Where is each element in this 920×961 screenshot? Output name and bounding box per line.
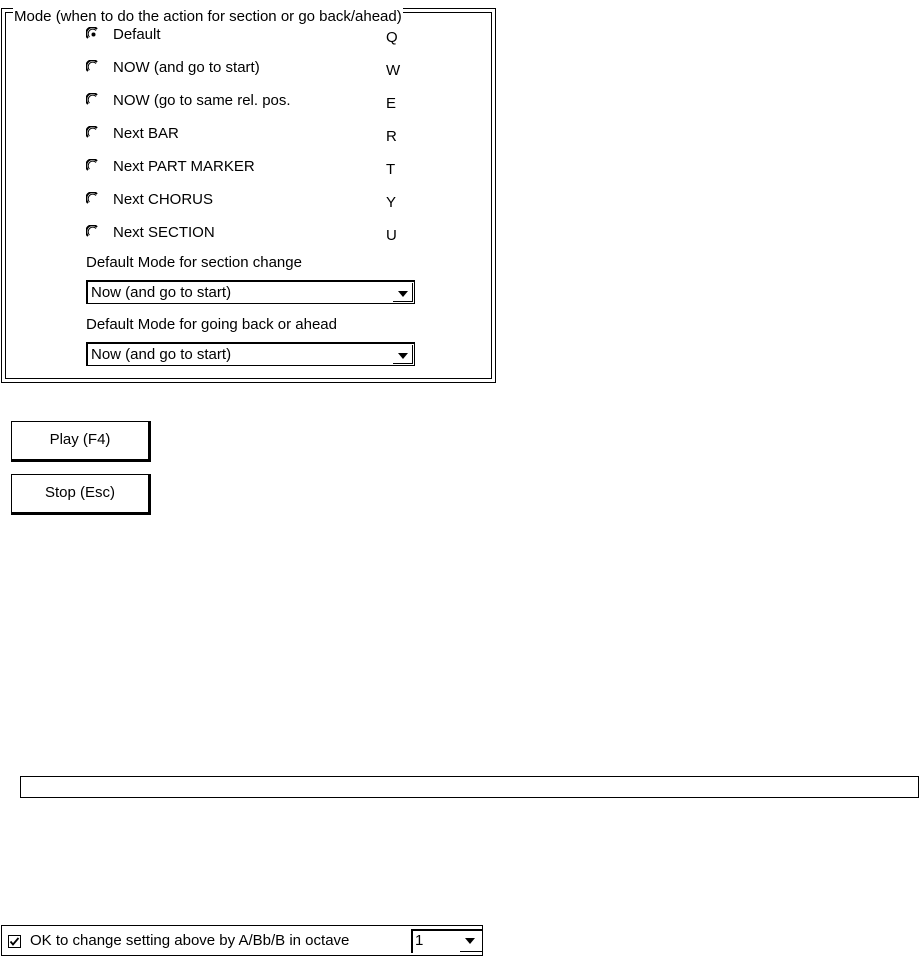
radio-unselected-icon[interactable] bbox=[86, 225, 101, 240]
play-button[interactable]: Play (F4) bbox=[11, 421, 151, 462]
octave-option-row bbox=[1, 925, 483, 956]
section-change-dropdown[interactable] bbox=[86, 280, 415, 304]
chevron-down-icon[interactable] bbox=[393, 283, 413, 302]
back-ahead-value: Now (and go to start) bbox=[91, 346, 232, 363]
radio-default-label: Default bbox=[113, 26, 161, 43]
radio-next-part-marker-label: Next PART MARKER bbox=[113, 158, 255, 175]
radio-next-chorus[interactable] bbox=[86, 190, 416, 210]
radio-next-bar[interactable] bbox=[86, 124, 416, 144]
stop-button[interactable]: Stop (Esc) bbox=[11, 474, 151, 515]
radio-now-go-to-start-label: NOW (and go to start) bbox=[113, 59, 260, 76]
octave-dropdown[interactable] bbox=[411, 929, 482, 953]
section-change-value: Now (and go to start) bbox=[91, 284, 232, 301]
radio-unselected-icon[interactable] bbox=[86, 93, 101, 108]
radio-next-chorus-label: Next CHORUS bbox=[113, 191, 214, 208]
checkmark-icon bbox=[9, 936, 20, 947]
octave-value: 1 bbox=[415, 932, 424, 949]
section-change-label: Default Mode for section change bbox=[86, 254, 302, 271]
radio-next-section[interactable] bbox=[86, 223, 416, 243]
back-ahead-label: Default Mode for going back or ahead bbox=[86, 316, 337, 333]
radio-now-go-to-start-shortcut: W bbox=[386, 62, 401, 79]
radio-unselected-icon[interactable] bbox=[86, 126, 101, 141]
radio-next-section-shortcut: U bbox=[386, 227, 397, 244]
ok-to-change-label: OK to change setting above by A/Bb/B in octave bbox=[30, 932, 350, 949]
radio-default-shortcut: Q bbox=[386, 29, 398, 46]
mode-groupbox bbox=[1, 8, 496, 383]
radio-unselected-icon[interactable] bbox=[86, 192, 101, 207]
radio-selected-icon[interactable] bbox=[86, 27, 101, 42]
mode-groupbox-title: Mode (when to do the action for section or go back/ahead) bbox=[14, 8, 402, 25]
radio-now-same-rel-pos-label: NOW (go to same rel. pos. bbox=[113, 92, 291, 109]
radio-now-same-rel-pos[interactable] bbox=[86, 91, 416, 111]
back-ahead-dropdown[interactable] bbox=[86, 342, 415, 366]
radio-now-same-rel-pos-shortcut: E bbox=[386, 95, 397, 112]
radio-next-bar-shortcut: R bbox=[386, 128, 397, 145]
radio-now-go-to-start[interactable] bbox=[86, 58, 416, 78]
radio-next-chorus-shortcut: Y bbox=[386, 194, 397, 211]
radio-next-part-marker[interactable] bbox=[86, 157, 416, 177]
text-input[interactable] bbox=[20, 776, 919, 798]
radio-unselected-icon[interactable] bbox=[86, 159, 101, 174]
ok-to-change-checkbox[interactable] bbox=[8, 935, 21, 948]
chevron-down-icon[interactable] bbox=[393, 345, 413, 364]
radio-next-section-label: Next SECTION bbox=[113, 224, 215, 241]
radio-next-part-marker-shortcut: T bbox=[386, 161, 396, 178]
radio-next-bar-label: Next BAR bbox=[113, 125, 179, 142]
chevron-down-icon[interactable] bbox=[460, 931, 482, 952]
radio-default[interactable] bbox=[86, 25, 416, 45]
radio-unselected-icon[interactable] bbox=[86, 60, 101, 75]
